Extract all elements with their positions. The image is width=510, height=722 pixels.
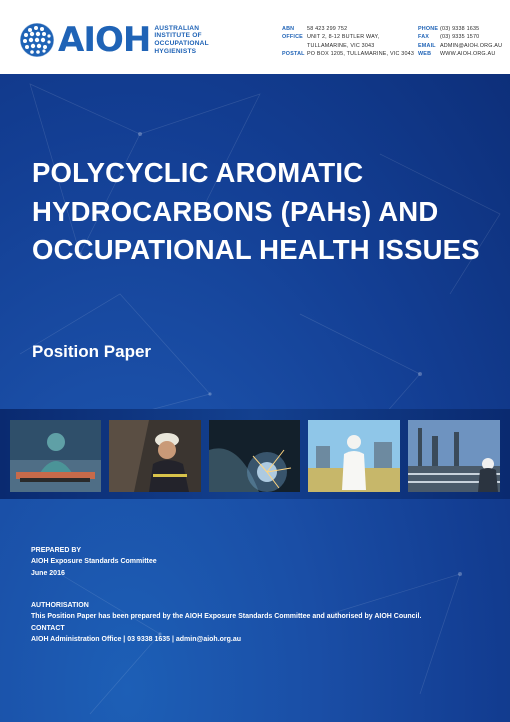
web-value: WWW.AIOH.ORG.AU [440, 51, 496, 58]
title-line: POLYCYCLIC AROMATIC [32, 157, 364, 188]
abn-value: 58 423 299 752 [307, 26, 348, 32]
photo-worker-white-coverall [308, 420, 400, 492]
photo-worker-protective-suit [10, 420, 101, 492]
logo-subtitle-line: HYGIENISTS [154, 47, 197, 55]
photo-miner-helmet [109, 420, 201, 492]
logo-subtitle [154, 25, 209, 55]
phone-label: PHONE [418, 26, 439, 32]
office-label-continued [282, 42, 307, 50]
office-value: UNIT 2, 8-12 BUTLER WAY, [307, 34, 380, 41]
web-label: WEB [418, 51, 432, 58]
logo-subtitle-line: AUSTRALIAN [154, 24, 200, 32]
abn-label: ABN [282, 26, 295, 32]
office-value-continued: TULLAMARINE, VIC 3043 [307, 42, 375, 49]
contact-text: AIOH Administration Office | 03 9338 1635 | admin@aioh.org.au [31, 636, 242, 644]
prepared-by-section [31, 545, 157, 579]
authorisation-section [31, 600, 421, 646]
phone-value: (03) 9338 1635 [440, 26, 480, 32]
logo-subtitle-line: INSTITUTE OF [154, 32, 202, 40]
aioh-logo [18, 20, 209, 60]
photo-welder-sparks [209, 420, 300, 492]
email-value: ADMIN@AIOH.ORG.AU [440, 42, 503, 49]
letterhead [0, 0, 510, 74]
prepared-committee: AIOH Exposure Standards Committee [31, 558, 157, 566]
fax-label: FAX [418, 34, 430, 41]
document-title [32, 154, 492, 270]
contact-details-left [282, 25, 414, 59]
logo-wordmark: AIOH [58, 20, 151, 60]
postal-value: PO BOX 1205, TULLAMARINE, VIC 3043 [307, 51, 415, 58]
globe-icon [18, 21, 56, 59]
photo-industrial-refinery [408, 420, 500, 492]
prepared-date: June 2016 [31, 569, 65, 577]
contact-heading: CONTACT [31, 624, 65, 632]
logo-subtitle-line: OCCUPATIONAL [154, 40, 209, 47]
email-label: EMAIL [418, 42, 436, 49]
authorisation-heading: AUTHORISATION [31, 602, 89, 609]
document-type: Position Paper [32, 342, 152, 361]
postal-label: POSTAL [282, 51, 305, 58]
office-label: OFFICE [282, 34, 303, 41]
fax-value: (03) 9335 1570 [440, 34, 480, 41]
authorisation-text: This Position Paper has been prepared by the AIOH Exposure Standards Committee and authorised by AIOH Council. [31, 613, 422, 621]
contact-details-right [418, 25, 502, 59]
prepared-heading: PREPARED BY [31, 547, 82, 554]
title-line: HYDROCARBONS (PAHs) AND [32, 195, 439, 227]
title-line: OCCUPATIONAL HEALTH ISSUES [32, 234, 480, 265]
